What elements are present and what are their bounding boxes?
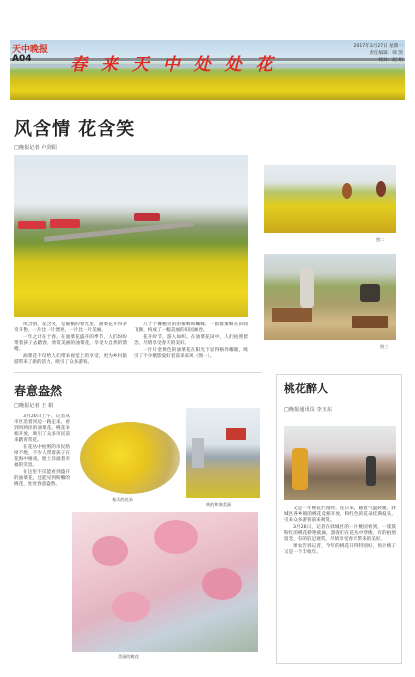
paragraph: 在花丛中拍照的市民络绎不绝，不少人带着孩子在花海中嬉戏，脸上洋溢着幸福的笑容。 <box>14 445 70 469</box>
peach-blossom-photo <box>72 512 258 652</box>
page-number: A04 <box>12 54 32 64</box>
feature-title: 风含情 花含笑 <box>14 119 136 140</box>
person-figure <box>360 284 380 302</box>
proof-line: 校对：赵 娟 <box>378 58 403 63</box>
editor-line: 责任编辑：韩 凯 <box>369 51 403 56</box>
feature-text-col2 <box>134 322 248 374</box>
paragraph: 果农告诉记者，今年的桃花开得特别好，预计桃子又是一个丰收年。 <box>284 543 396 555</box>
person-figure <box>366 456 376 486</box>
date-line: 2017年3月27日 星期一 <box>353 44 403 49</box>
section-byline: □晚报通讯员 李玉东 <box>284 407 333 413</box>
blossom-cluster <box>92 536 128 566</box>
person-figure <box>292 448 308 490</box>
person-figure <box>300 268 314 308</box>
section-heading: 桃花醉人 <box>284 382 328 395</box>
paragraph: 又是一年桃花烂漫时。连日来，随着气温转暖，驿城区各乡镇的桃花竞相开放，粉红色的花朵挂满枝头，引来众多游客前来观赏。 <box>284 506 396 524</box>
photo-caption: 春天的花朵 <box>112 497 133 502</box>
peach-text-col <box>284 506 396 656</box>
photo-caption: 美丽的桃花 <box>118 654 139 659</box>
photo-caption: 图三 <box>380 344 389 349</box>
feature-byline: □晚报记者 卢剑阳 <box>14 145 57 151</box>
paragraph: 一片片金黄色的油菜花在阳光下显得格外耀眼，吸引了不少摄影爱好者前来采风（图一）。 <box>134 347 248 359</box>
beehive-box <box>272 308 312 322</box>
paragraph: 几十个摊棚笑的的蜜蜂和蝴蝶，一群群蜜蜂在田间飞舞，构成了一幅美丽的田园画卷。 <box>134 322 248 334</box>
blossom-cluster <box>154 520 198 554</box>
peach-orchard-photo <box>284 426 396 500</box>
feature-text-col1 <box>14 322 127 374</box>
photo-caption: 黄的和谐美丽 <box>206 502 232 507</box>
paragraph: 3月20日上午，记者从市区沿着河边一路走来，看到河两岸的油菜花、桃花争相开放，吸引了众多市民前来踏青赏花。 <box>14 414 70 444</box>
red-tent <box>18 221 46 229</box>
beekeepers-photo <box>264 254 396 340</box>
farmers-in-field-photo <box>264 165 396 233</box>
paragraph: 3月26日，记者在驿城区的一片桃园看到，一簇簇粉红的桃花娇艳欲滴，游客们在花丛中穿梭，有的拍照留念，有的驻足观赏，尽情享受春天带来的美好。 <box>284 524 396 543</box>
blossom-cluster <box>202 568 242 600</box>
paragraph: 油菜花不仅给人们带来视觉上的享受，更为乡村旅游带来了新的活力，吸引了众多游客。 <box>14 353 127 365</box>
paragraph: 花开时节，游人如织。在油菜花田中，人们拍照留念，尽情享受春天的美好。 <box>134 334 248 346</box>
newspaper-logo: 天中晚报 <box>12 45 49 55</box>
red-tent <box>134 213 160 221</box>
billboard-shape <box>226 428 246 440</box>
buildings-and-field-photo <box>186 408 260 498</box>
paragraph: 风含情，花含笑，室暖桐的春光里，油菜花开得争奇斗艳，一片比一片漂亮，一片比一片美丽。 <box>14 322 127 334</box>
section-divider <box>14 372 262 373</box>
rapeseed-field-photo <box>14 155 248 317</box>
blossom-cluster <box>112 592 150 622</box>
yellow-flower-photo <box>80 422 180 494</box>
red-tent <box>50 219 80 228</box>
photo-caption: 图二 <box>376 237 385 242</box>
section-title: 春 来 天 中 处 处 花 <box>70 55 277 75</box>
section-heading: 春意盎然 <box>14 384 63 398</box>
building-shape <box>192 438 204 468</box>
paragraph: 一年之计在于春。在油菜花盛开的季节，人们纷纷带着孩子去踏春，欣赏美丽的油菜花，享受大自然的馈赠。 <box>14 334 127 352</box>
paragraph: 在这里不仅能看到盛开的油菜花，还能见到粉嫩的桃花，处处春意盎然。 <box>14 470 70 488</box>
pink-text-col <box>14 414 70 654</box>
person-figure <box>376 181 386 197</box>
section-byline: □晚报记者 王 娟 <box>14 403 54 409</box>
person-figure <box>342 183 352 199</box>
beehive-box <box>352 316 388 328</box>
